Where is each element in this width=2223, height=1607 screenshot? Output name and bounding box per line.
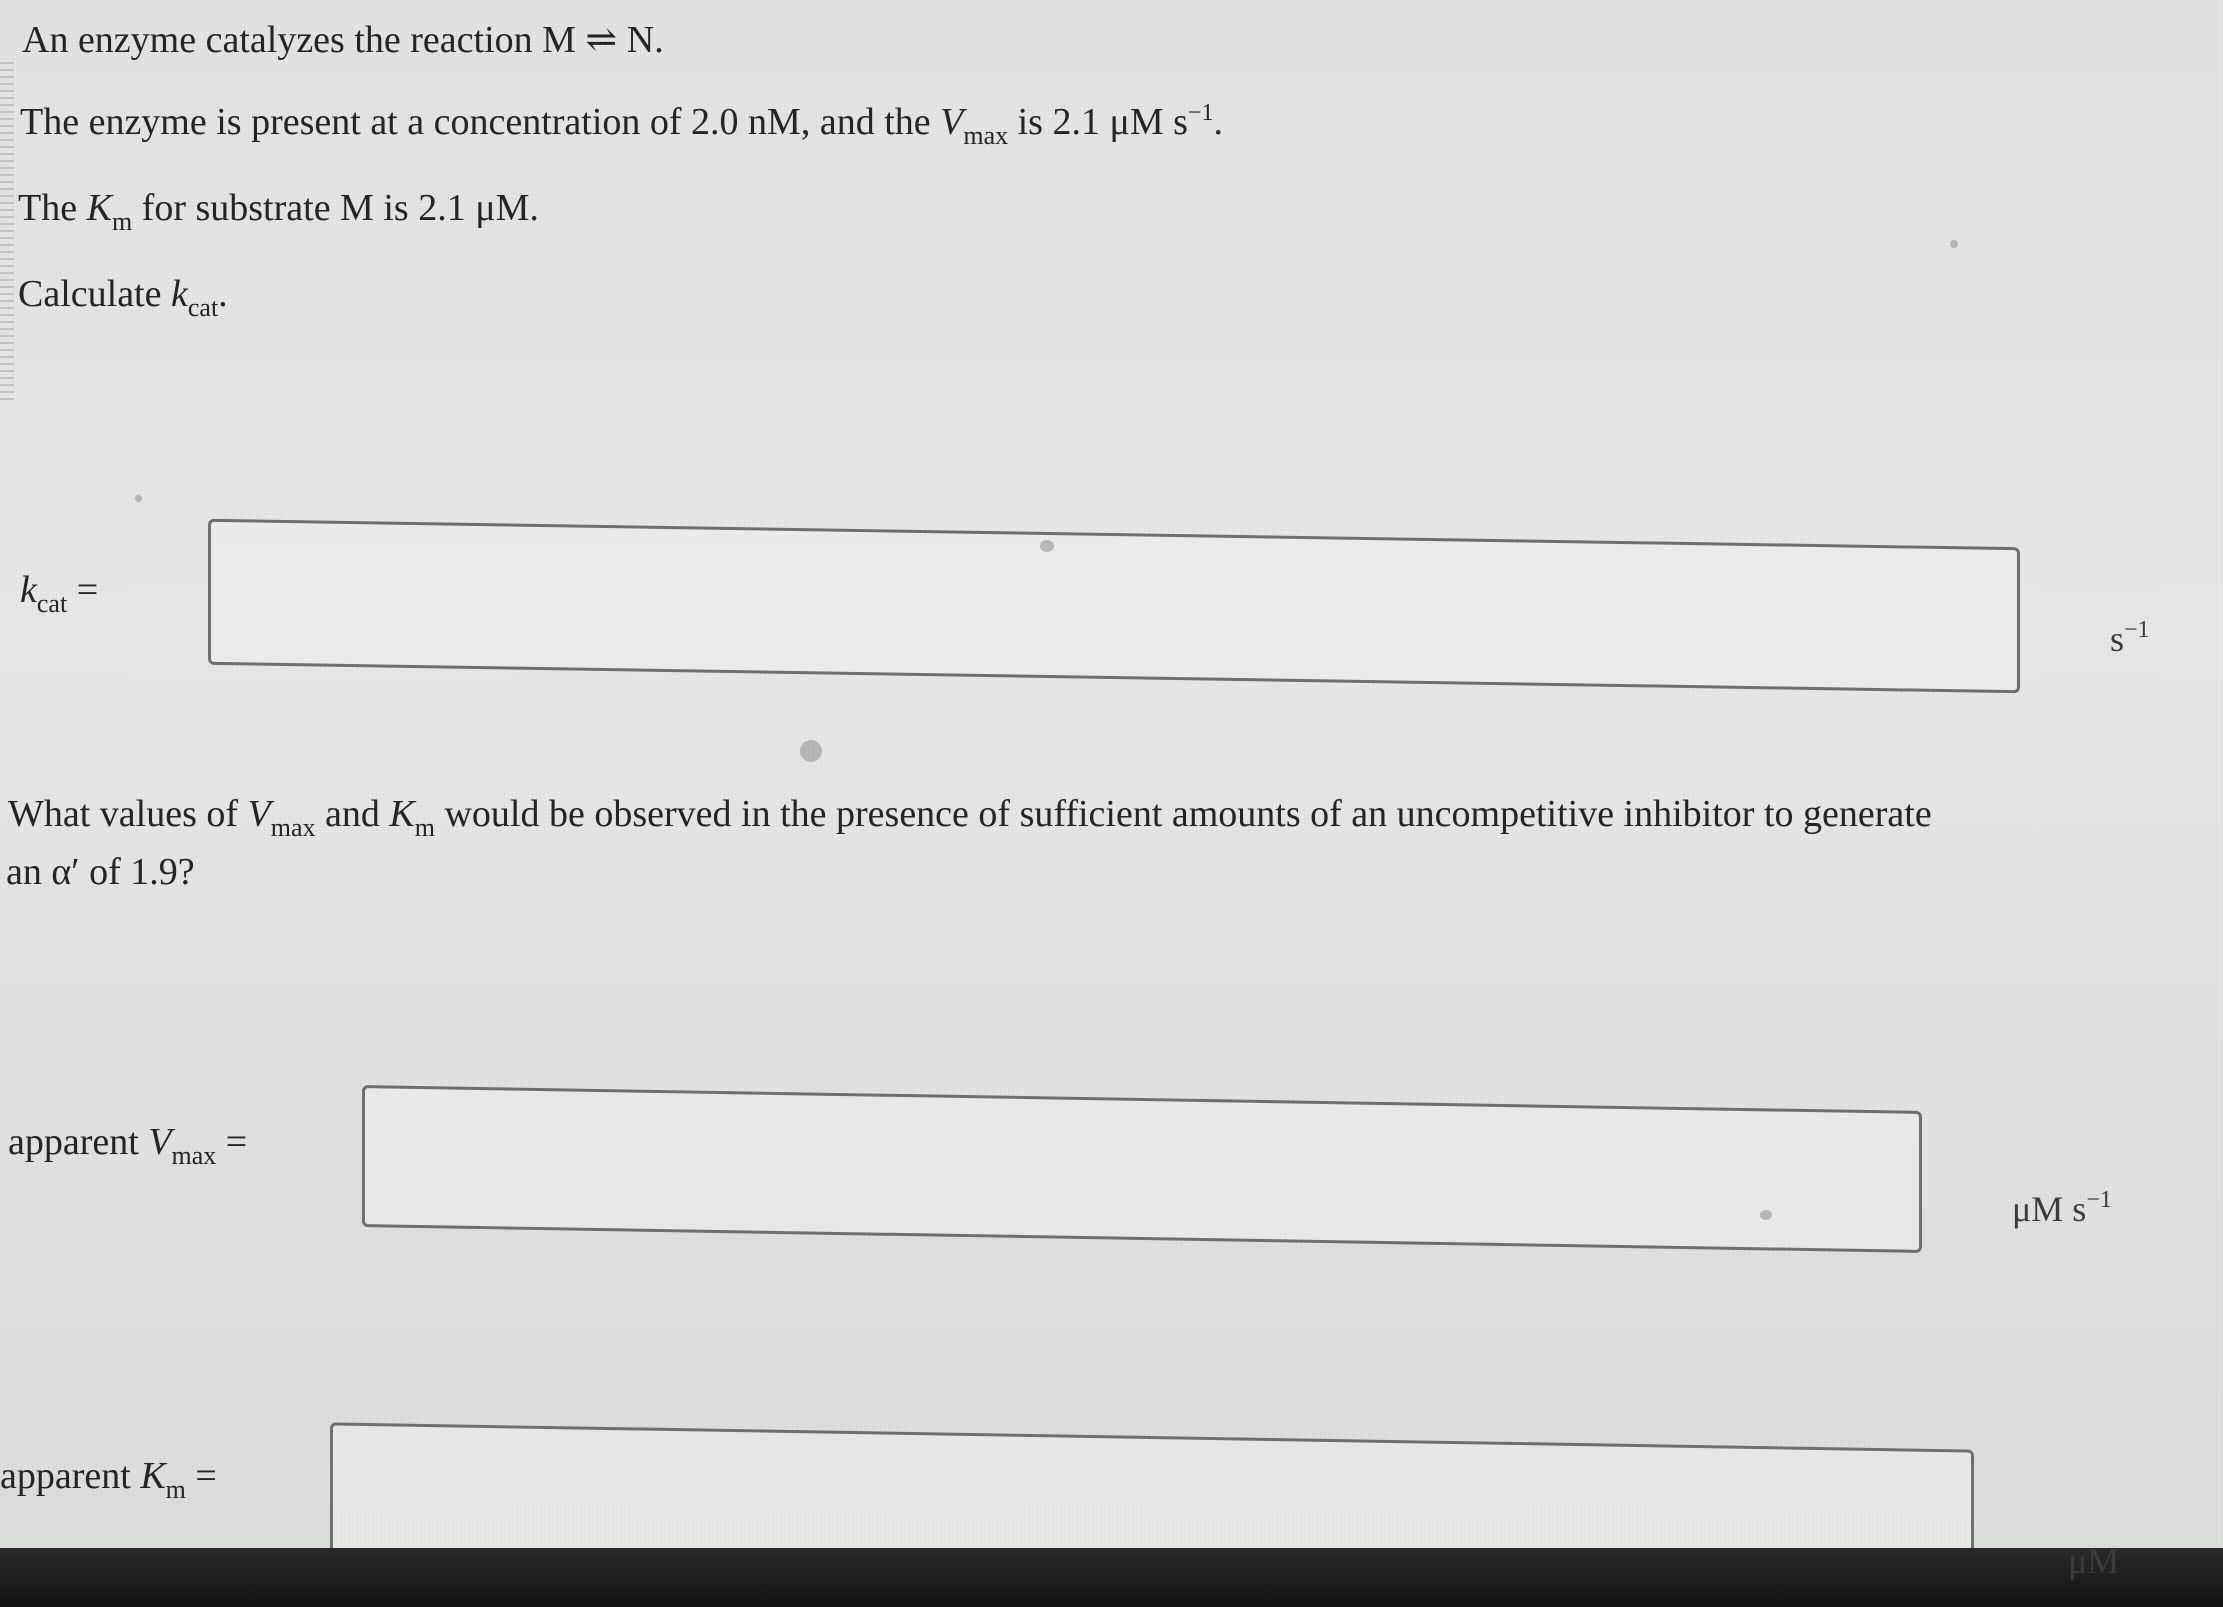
kcat-unit-superscript: −1 [2124,617,2150,643]
question-2-suffix: would be observed in the presence of sufficient amounts of an uncompetitive inhibitor to generate [434,793,1932,835]
vmax-symbol: V [940,101,964,143]
problem-line-2 [20,100,1223,149]
question-2-vmax-subscript: max [270,813,316,842]
apparent-vmax-symbol: V [148,1121,172,1163]
problem-line-1-suffix: N. [626,19,664,61]
question-2-prefix: What values of [8,793,248,835]
dust-speck [1760,1210,1772,1220]
apparent-vmax-input[interactable] [362,1085,1922,1253]
left-edge-decoration [0,60,14,400]
apparent-km-equals: = [195,1455,217,1497]
question-2-alpha-text: an α′ of 1.9? [6,851,195,893]
kcat-unit [2110,618,2150,660]
kcat-symbol: k [170,273,188,315]
dust-speck [1040,540,1054,552]
kcat-label-symbol: k [20,569,37,611]
apparent-vmax-unit-base: μM s [2012,1189,2087,1229]
problem-line-3-prefix: The [18,187,87,229]
apparent-km-prefix: apparent [0,1455,141,1497]
apparent-vmax-unit [2012,1188,2112,1230]
apparent-vmax-unit-superscript: −1 [2086,1187,2112,1213]
vmax-subscript: max [963,121,1009,150]
apparent-km-symbol: K [140,1455,166,1497]
problem-line-1-prefix: An enzyme catalyzes the reaction M [22,19,576,61]
problem-line-2-end: . [1213,101,1223,143]
question-2-km-symbol: K [389,793,415,835]
problem-line-3-suffix: for substrate M is 2.1 μM. [132,187,539,229]
problem-line-4-end: . [218,273,228,315]
dust-speck [800,740,822,762]
question-2-km-subscript: m [414,813,435,842]
question-2-and: and [315,793,390,835]
question-2-line-2 [6,850,195,894]
apparent-vmax-equals: = [225,1121,248,1163]
question-2-vmax-symbol: V [247,793,271,835]
kcat-label [20,568,98,616]
dust-speck [1950,240,1958,248]
question-2-line-1 [8,792,1932,840]
kcat-label-subscript: cat [36,589,68,618]
equilibrium-arrow-icon: ⇌ [585,19,618,61]
problem-line-2-prefix: The enzyme is present at a concentration of 2.0 nM, and the [20,101,941,143]
kcat-subscript: cat [187,293,219,322]
problem-line-3 [18,186,539,234]
kcat-unit-base: s [2110,619,2125,659]
problem-line-4-prefix: Calculate [18,273,171,315]
apparent-vmax-label [8,1120,247,1168]
apparent-vmax-prefix: apparent [8,1121,149,1163]
problem-line-1 [22,18,664,62]
dust-speck [135,495,142,502]
kcat-input[interactable] [208,519,2020,693]
apparent-km-unit-text: μM [2068,1541,2120,1581]
problem-line-2-suffix: is 2.1 μM s [1008,101,1188,143]
apparent-km-unit [2068,1540,2119,1582]
kcat-label-equals: = [76,569,99,611]
monitor-bezel [0,1548,2223,1607]
apparent-km-subscript: m [165,1475,186,1504]
apparent-km-label [0,1454,217,1502]
problem-line-2-superscript: −1 [1187,100,1214,126]
km-subscript: m [111,207,133,236]
km-symbol: K [86,187,112,229]
problem-line-4 [18,272,228,320]
apparent-vmax-subscript: max [171,1141,217,1170]
